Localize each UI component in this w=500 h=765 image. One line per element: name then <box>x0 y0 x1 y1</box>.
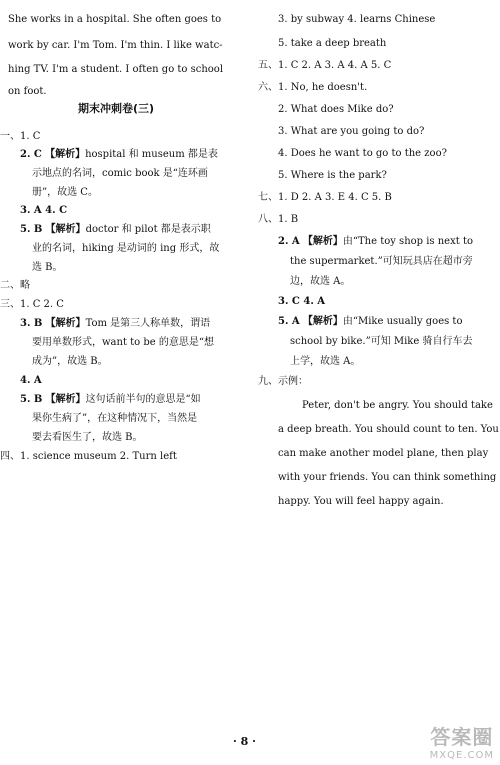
watermark-url: MXQE.COM <box>429 750 494 761</box>
analysis-text: 由“Mike usually goes to <box>342 316 463 327</box>
analysis-tag: 【解析】 <box>302 316 343 327</box>
essay-line: a deep breath. You should count to ten. You <box>278 424 499 435</box>
essay-line: with your friends. You can think something <box>278 472 497 483</box>
item-number: 5. B <box>20 224 43 235</box>
answer-line: 5. take a deep breath <box>278 38 387 49</box>
analysis-text: 这句话前半句的意思是“如 <box>85 394 201 405</box>
essay-line: happy. You will feel happy again. <box>278 496 444 507</box>
analysis-text: hospital 和 museum 都是表 <box>85 149 218 160</box>
analysis-text: Tom 是第三人称单数，谓语 <box>85 318 211 329</box>
answer-line: 九、示例： <box>258 376 308 387</box>
answer-line: 五、1. C 2. A 3. A 4. A 5. C <box>258 60 392 71</box>
answer-line: 三、1. C 2. C <box>0 299 64 310</box>
analysis-tag: 【解析】 <box>302 236 343 247</box>
text-line: 要去看医生了，故选 B。 <box>32 432 143 443</box>
analysis-tag: 【解析】 <box>45 394 86 405</box>
text-line: work by car. I'm Tom. I'm thin. I like watc- <box>8 40 223 51</box>
page-number: · 8 · <box>233 735 256 748</box>
answer-line: 3. A 4. C <box>20 205 68 216</box>
section-title: 期末冲刺卷(三) <box>78 102 155 115</box>
answer-line: 4. A <box>20 375 42 386</box>
text-line: the supermarket.”可知玩具店在超市旁 <box>290 256 473 267</box>
answer-line <box>20 149 218 161</box>
answer-line: 一、1. C <box>0 131 41 142</box>
answer-line <box>20 224 211 236</box>
answer-line: 3. by subway 4. learns Chinese <box>278 14 436 25</box>
analysis-tag: 【解析】 <box>45 318 86 329</box>
text-line: hing TV. I'm a student. I often go to school <box>8 64 224 75</box>
item-number: 2. A <box>278 236 300 247</box>
text-line: 果你生病了”，在这种情况下，当然是 <box>32 413 198 424</box>
watermark-logo <box>430 721 494 761</box>
answer-line: 5. Where is the park? <box>278 170 387 181</box>
analysis-text: doctor 和 pilot 都是表示职 <box>85 224 211 235</box>
answer-line: 四、1. science museum 2. Turn left <box>0 451 177 462</box>
analysis-tag: 【解析】 <box>45 149 86 160</box>
text-line: She works in a hospital. She often goes to <box>8 14 222 25</box>
answer-line <box>20 318 210 330</box>
watermark-title: 答案圈 <box>430 725 494 749</box>
text-line: school by bike.”可知 Mike 骑自行车去 <box>290 336 473 347</box>
answer-line: 3. What are you going to do? <box>278 126 425 137</box>
item-number: 2. C <box>20 149 42 160</box>
answer-line <box>20 394 201 406</box>
text-line: 边，故选 A。 <box>290 276 351 287</box>
essay-line: can make another model plane, then play <box>278 448 489 459</box>
answer-line: 4. Does he want to go to the zoo? <box>278 148 447 159</box>
item-number: 5. B <box>20 394 43 405</box>
text-line: 册”，故选 C。 <box>32 187 98 198</box>
answer-line: 二、略 <box>0 280 30 291</box>
answer-line: 八、1. B <box>258 214 299 225</box>
item-number: 3. B <box>20 318 43 329</box>
text-line: 要用单数形式，want to be 的意思是“想 <box>32 337 214 348</box>
text-line: 业的名词，hiking 是动词的 ing 形式，故 <box>32 243 220 254</box>
answer-line: 3. C 4. A <box>278 296 326 307</box>
answer-line <box>278 236 473 248</box>
answer-line: 七、1. D 2. A 3. E 4. C 5. B <box>258 192 392 203</box>
essay-line: Peter, don't be angry. You should take <box>302 400 493 411</box>
text-line: 上学，故选 A。 <box>290 356 361 367</box>
text-line: 成为”，故选 B。 <box>32 356 108 367</box>
answer-line: 2. What does Mike do? <box>278 104 394 115</box>
analysis-text: 由“The toy shop is next to <box>342 236 473 247</box>
analysis-tag: 【解析】 <box>45 224 86 235</box>
text-line: on foot. <box>8 86 47 97</box>
text-line: 选 B。 <box>32 262 63 273</box>
answer-line: 六、1. No, he doesn't. <box>258 82 368 93</box>
text-line: 示地点的名词，comic book 是“连环画 <box>32 168 208 179</box>
item-number: 5. A <box>278 316 300 327</box>
answer-line <box>278 316 462 328</box>
